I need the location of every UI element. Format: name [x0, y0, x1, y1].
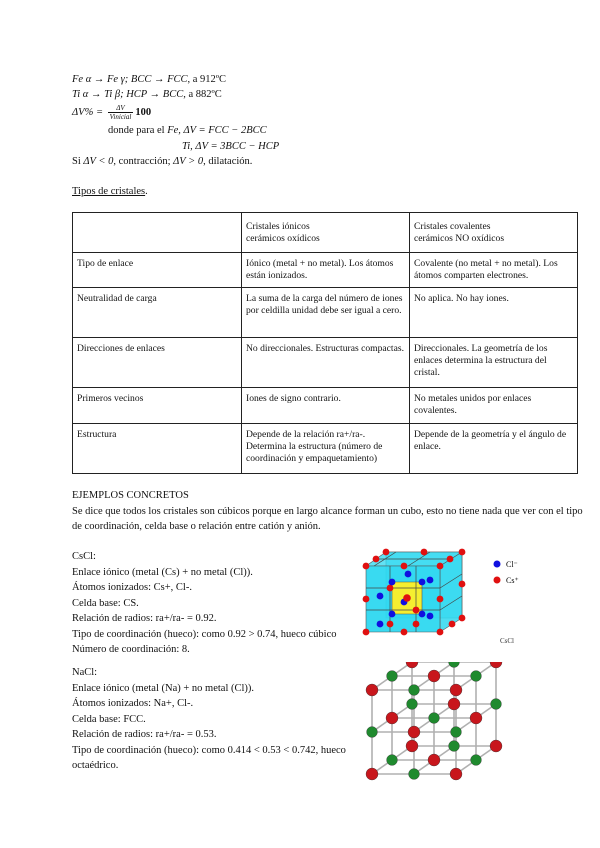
- formula-fe-expr: Fe α → Fe γ; BCC → FCC: [72, 74, 188, 85]
- table-cell: Depende de la relación ra+/ra-. Determina la estructura (número de coordinación y empaquetamiento): [242, 424, 410, 474]
- cscl-structure-figure: [360, 544, 550, 648]
- table-cell: La suma de la carga del número de iones por celdilla unidad debe ser igual a cero.: [242, 288, 410, 338]
- lattice-atom: [470, 712, 482, 724]
- section-title: [72, 185, 148, 199]
- table-row: [73, 253, 578, 288]
- lattice-atom: [367, 727, 378, 738]
- lattice-atom: [419, 579, 426, 586]
- lattice-atom: [447, 556, 454, 563]
- lattice-atom: [389, 611, 396, 618]
- donde-fe-expr: Fe, ΔV = FCC − 2BCC: [167, 125, 267, 136]
- table-cell: No aplica. No hay iones.: [410, 288, 578, 338]
- lattice-atom: [377, 621, 384, 628]
- lattice-atom: [409, 685, 420, 696]
- lattice-atom: [449, 662, 460, 667]
- formula-donde-ti: Ti, ΔV = 3BCC − HCP: [182, 141, 280, 152]
- nacl-title: NaCl:: [72, 667, 98, 678]
- lattice-atom: [363, 629, 370, 636]
- formula-dv-fraction: [108, 104, 134, 121]
- cscl-line: Tipo de coordinación (hueco): como 0.92 > 0.74, hueco cúbico: [72, 628, 337, 640]
- table-cell: No metales unidos por enlaces covalentes.: [410, 388, 578, 424]
- table-header-cell: [73, 213, 242, 253]
- donde-lead: donde para el: [108, 125, 168, 136]
- nacl-block: [72, 665, 362, 774]
- lattice-atom: [403, 594, 411, 602]
- lattice-atom: [459, 549, 466, 556]
- section-title-dot: .: [145, 186, 148, 197]
- table-header-cell: Cristales covalentes cerámicos NO oxídicos: [410, 213, 578, 253]
- lattice-atom: [490, 740, 502, 752]
- lattice-atom: [387, 671, 398, 682]
- legend-cl-label: Cl⁻: [506, 560, 518, 569]
- table-row-label: Neutralidad de carga: [73, 288, 242, 338]
- lattice-atom: [437, 563, 444, 570]
- table-row: [73, 388, 578, 424]
- lattice-atom: [363, 596, 370, 603]
- lattice-atom: [427, 577, 434, 584]
- examples-section: [72, 488, 592, 535]
- fraction-denominator: Vinicial: [109, 113, 132, 121]
- legend-cl-marker: [494, 561, 501, 568]
- table-header-cell: Cristales iónicos cerámicos oxídicos: [242, 213, 410, 253]
- lattice-atom: [408, 726, 420, 738]
- formula-ti: [72, 88, 222, 102]
- table-cell: Depende de la geometría y el ángulo de enlace.: [410, 424, 578, 474]
- lattice-atom: [429, 713, 440, 724]
- legend-cs-label: Cs⁺: [506, 576, 519, 585]
- lattice-atom: [387, 585, 394, 592]
- table-cell: Covalente (no metal + no metal). Los átomos comparten electrones.: [410, 253, 578, 288]
- lattice-atom: [471, 755, 482, 766]
- lattice-atom: [419, 611, 426, 618]
- table-row-label: Tipo de enlace: [73, 253, 242, 288]
- lattice-atom: [448, 698, 460, 710]
- lattice-atom: [387, 621, 394, 628]
- lattice-atom: [373, 556, 380, 563]
- lattice-atom: [413, 607, 420, 614]
- table-cell: No direccionales. Estructuras compactas.: [242, 338, 410, 388]
- nacl-line: Enlace iónico (metal (Na) + no metal (Cl)).: [72, 682, 255, 694]
- table-row: [73, 338, 578, 388]
- lattice-atom: [406, 662, 418, 668]
- examples-intro: Se dice que todos los cristales son cúbicos porque en largo alcance forman un cubo, esto no tiene nada que ver con el tipo de coordinación, celda base o relación entre catión y anión.: [72, 505, 583, 532]
- lattice-atom: [406, 740, 418, 752]
- cube-side-face: [440, 552, 462, 632]
- lattice-atom: [389, 579, 396, 586]
- cscl-line: Celda base: CS.: [72, 597, 139, 609]
- lattice-atom: [459, 581, 466, 588]
- lattice-atom: [413, 621, 420, 628]
- lattice-atom: [366, 768, 378, 780]
- fraction-numerator: ΔV: [108, 104, 134, 113]
- table-cell: Iónico (metal + no metal). Los átomos están ionizados.: [242, 253, 410, 288]
- figure-caption: CsCl: [500, 637, 515, 645]
- nacl-line: Átomos ionizados: Na+, Cl-.: [72, 698, 194, 709]
- lattice-atom: [427, 613, 434, 620]
- lattice-atom: [449, 741, 460, 752]
- lattice-atom: [387, 755, 398, 766]
- formula-fe: [72, 73, 226, 87]
- formula-dv-factor: 100: [135, 106, 152, 118]
- lattice-atom: [428, 670, 440, 682]
- lattice-atom: [401, 563, 408, 570]
- cscl-cube: [366, 552, 462, 632]
- lattice-atom: [449, 621, 456, 628]
- si-b: ΔV < 0: [83, 156, 114, 167]
- table-header-row: [73, 213, 578, 253]
- lattice-atom: [450, 768, 462, 780]
- cscl-line: Átomos ionizados: Cs+, Cl-.: [72, 582, 192, 593]
- formula-fe-temp: , a 912ºC: [187, 74, 227, 85]
- table-row-label: Primeros vecinos: [73, 388, 242, 424]
- cscl-line: Número de coordinación: 8.: [72, 644, 190, 655]
- table-row-label: Direcciones de enlaces: [73, 338, 242, 388]
- lattice-atom: [366, 684, 378, 696]
- cscl-line: Enlace iónico (metal (Cs) + no metal (Cl)).: [72, 566, 253, 578]
- lattice-atom: [409, 769, 420, 780]
- lattice-atom: [450, 684, 462, 696]
- lattice-atom: [377, 593, 384, 600]
- cscl-line: Relación de radios: ra+/ra- = 0.92.: [72, 613, 217, 624]
- table-row-label: Estructura: [73, 424, 242, 474]
- lattice-atom: [401, 629, 408, 636]
- lattice-atom: [490, 662, 502, 668]
- lattice-atom: [471, 671, 482, 682]
- cscl-block: [72, 549, 372, 658]
- lattice-atom: [383, 549, 390, 556]
- section-title-text: Tipos de cristales: [72, 186, 146, 197]
- lattice-atom: [451, 727, 462, 738]
- formula-dv: [72, 104, 151, 121]
- nacl-structure-figure: [358, 662, 522, 792]
- si-e: , dilatación.: [203, 156, 253, 167]
- lattice-atom: [491, 699, 502, 710]
- lattice-atom: [428, 754, 440, 766]
- nacl-line: Relación de radios: ra+/ra- = 0.53.: [72, 729, 217, 740]
- formula-donde-fe: [108, 124, 267, 138]
- lattice-atom: [407, 699, 418, 710]
- lattice-atom: [459, 615, 466, 622]
- nacl-line: Celda base: FCC.: [72, 713, 146, 725]
- lattice-atom: [437, 629, 444, 636]
- formula-si: [72, 155, 252, 169]
- cscl-title: CsCl:: [72, 551, 96, 562]
- table-row: [73, 424, 578, 474]
- si-d: ΔV > 0: [173, 156, 204, 167]
- lattice-atom: [386, 712, 398, 724]
- lattice-atom: [437, 596, 444, 603]
- table-cell: Direccionales. La geometría de los enlaces determina la estructura del cristal.: [410, 338, 578, 388]
- crystal-types-table: [72, 212, 578, 474]
- nacl-line: Tipo de coordinación (hueco): como 0.414 < 0.53 < 0.742, hueco octaédrico.: [72, 744, 346, 771]
- table-cell: Iones de signo contrario.: [242, 388, 410, 424]
- formula-dv-lhs: ΔV% =: [72, 106, 106, 118]
- lattice-atom: [421, 549, 428, 556]
- formula-ti-temp: , a 882ºC: [183, 89, 222, 100]
- si-a: Si: [72, 156, 84, 167]
- legend-cs-marker: [494, 577, 501, 584]
- si-c: , contracción;: [113, 156, 174, 167]
- formula-ti-expr: Ti α → Ti β; HCP → BCC: [72, 89, 184, 100]
- table-row: [73, 288, 578, 338]
- lattice-atom: [405, 571, 412, 578]
- examples-title: EJEMPLOS CONCRETOS: [72, 490, 189, 501]
- lattice-atom: [363, 563, 370, 570]
